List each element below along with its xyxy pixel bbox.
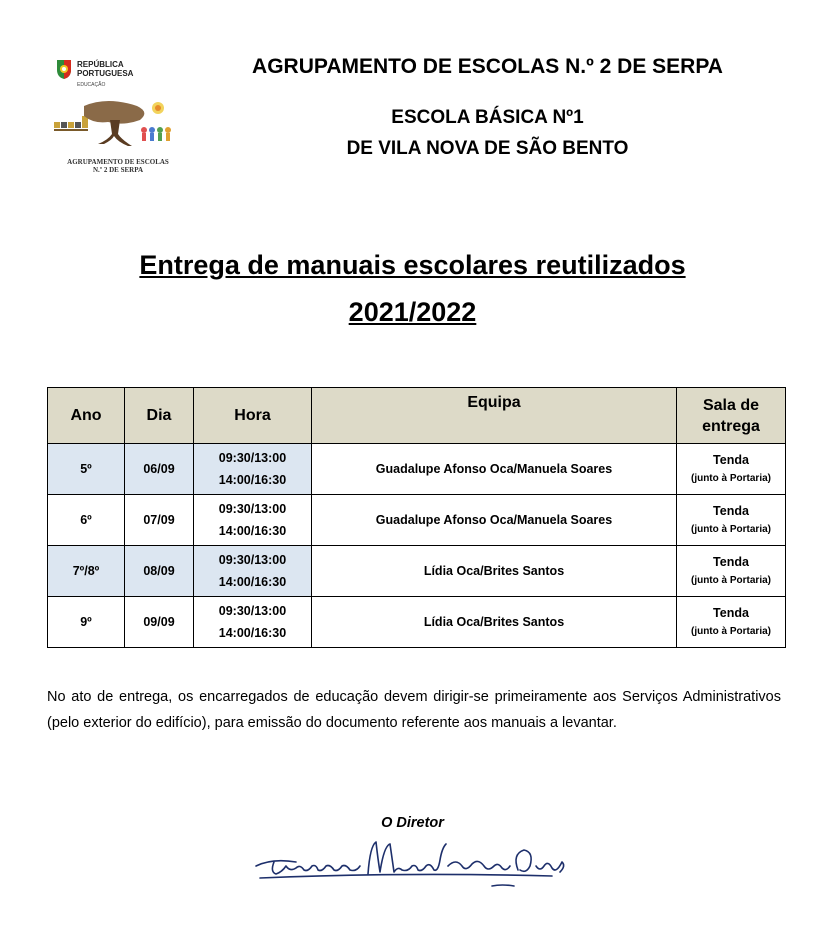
header-hora: Hora (194, 388, 312, 444)
school-name-line1: ESCOLA BÁSICA Nº1 (391, 107, 584, 128)
republica-line2: PORTUGUESA (77, 69, 134, 78)
sala-name: Tenda (713, 606, 749, 620)
header-sala-line2: entrega (702, 417, 760, 435)
cell-dia: 07/09 (125, 495, 194, 546)
cell-equipa: Guadalupe Afonso Oca/Manuela Soares (312, 495, 677, 546)
sala-note: (junto à Portaria) (690, 473, 771, 484)
document-year: 2021/2022 (348, 297, 477, 327)
delivery-schedule-table (47, 387, 786, 648)
cell-ano: 5º (48, 444, 125, 495)
cell-dia: 08/09 (125, 546, 194, 597)
school-name-line2: DE VILA NOVA DE SÃO BENTO (346, 138, 629, 159)
hora-morning: 09:30/13:00 (218, 502, 287, 516)
cell-sala (677, 444, 786, 495)
header-sala (677, 388, 786, 444)
hora-afternoon: 14:00/16:30 (218, 575, 287, 589)
table-row (48, 495, 786, 546)
document-title: Entrega de manuais escolares reutilizados (139, 250, 686, 280)
republica-sub: EDUCAÇÃO (77, 82, 106, 88)
republica-line1: REPÚBLICA (77, 60, 124, 69)
cell-dia: 09/09 (125, 597, 194, 648)
republica-text (77, 60, 133, 78)
header-dia: Dia (125, 388, 194, 444)
cell-equipa: Guadalupe Afonso Oca/Manuela Soares (312, 444, 677, 495)
hora-morning: 09:30/13:00 (218, 553, 287, 567)
table-row (48, 444, 786, 495)
hora-morning: 09:30/13:00 (218, 451, 287, 465)
sala-name: Tenda (713, 504, 749, 518)
agrupamento-caption (58, 158, 178, 174)
sala-note: (junto à Portaria) (690, 524, 771, 535)
cell-hora (194, 495, 312, 546)
hora-morning: 09:30/13:00 (218, 604, 287, 618)
agrupamento-logo (52, 100, 187, 180)
sala-note: (junto à Portaria) (690, 575, 771, 586)
cell-ano: 6º (48, 495, 125, 546)
cell-sala (677, 495, 786, 546)
republica-emblem-icon (55, 58, 73, 80)
cell-dia: 06/09 (125, 444, 194, 495)
tree-emblem-icon (52, 100, 187, 156)
cell-equipa: Lídia Oca/Brites Santos (312, 546, 677, 597)
header-equipa: Equipa (312, 388, 677, 444)
cell-hora (194, 546, 312, 597)
notice-paragraph: No ato de entrega, os encarregados de educação devem dirigir-se primeiramente aos Serviços Administrativos (pelo exterior do edifício), para emissão do documento referente aos manuais a levantar. (47, 689, 781, 731)
agrupamento-caption-line1: AGRUPAMENTO DE ESCOLAS (67, 158, 169, 166)
sala-name: Tenda (713, 453, 749, 467)
hora-afternoon: 14:00/16:30 (218, 473, 287, 487)
republica-portuguesa-logo (55, 58, 145, 90)
cell-equipa: Lídia Oca/Brites Santos (312, 597, 677, 648)
cell-hora (194, 597, 312, 648)
table-row (48, 597, 786, 648)
cell-sala (677, 597, 786, 648)
director-label: O Diretor (381, 815, 444, 831)
cell-ano: 7º/8º (48, 546, 125, 597)
table-header-row (48, 388, 786, 444)
sala-note: (junto à Portaria) (690, 626, 771, 637)
cell-sala (677, 546, 786, 597)
header-ano: Ano (48, 388, 125, 444)
sala-name: Tenda (713, 555, 749, 569)
hora-afternoon: 14:00/16:30 (218, 626, 287, 640)
school-group-heading: AGRUPAMENTO DE ESCOLAS N.º 2 DE SERPA (252, 55, 723, 78)
cell-hora (194, 444, 312, 495)
handwritten-signature (252, 836, 572, 906)
agrupamento-caption-line2: N.º 2 DE SERPA (92, 166, 144, 174)
table-row (48, 546, 786, 597)
header-sala-line1: Sala de (702, 396, 760, 414)
hora-afternoon: 14:00/16:30 (218, 524, 287, 538)
cell-ano: 9º (48, 597, 125, 648)
